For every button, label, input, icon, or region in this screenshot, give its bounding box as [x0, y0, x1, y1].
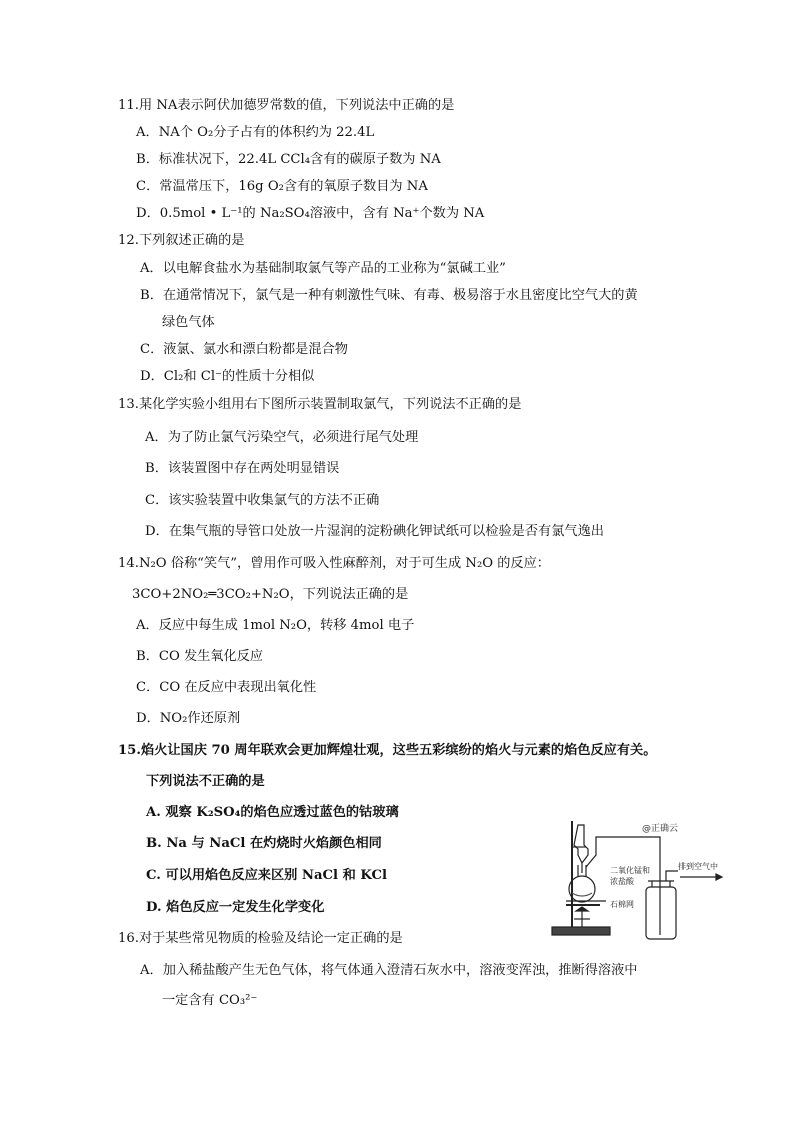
q13-option-c: C．该实验装置中收集氯气的方法不正确	[145, 493, 380, 508]
figure-label-net: 石棉网	[610, 900, 634, 909]
q12-option-c: C．液氯、氯水和漂白粉都是混合物	[140, 342, 348, 357]
q14-option-d: D．NO₂作还原剂	[136, 711, 241, 726]
q11-stem: 11.用 N⁠A表示阿伏加德罗常数的值，下列说法中正确的是	[118, 98, 455, 113]
q11-option-b: B．标准状况下，22.4L CCl₄含有的碳原子数为 N⁠A	[136, 152, 441, 167]
q12-option-b-line2: 绿色气体	[162, 315, 215, 330]
q12-stem: 12.下列叙述正确的是	[118, 233, 245, 248]
q13-option-b: B．该装置图中存在两处明显错误	[145, 461, 340, 476]
q12-option-a: A．以电解食盐水为基础制取氯气等产品的工业称为“氯碱工业”	[140, 261, 506, 276]
q14-stem: 14.N₂O 俗称“笑气”，曾用作可吸入性麻醉剂，对于可生成 N₂O 的反应：	[118, 556, 550, 571]
q14-equation: 3CO+2NO₂═3CO₂+N₂O，下列说法正确的是	[132, 587, 409, 602]
q15-stem-line2: 下列说法不正确的是	[146, 774, 265, 789]
q15-option-a: A. 观察 K₂SO₄的焰色应透过蓝色的钴玻璃	[146, 805, 399, 820]
q11-option-d: D．0.5mol • L⁻¹的 Na₂SO₄溶液中，含有 Na⁺个数为 N⁠A	[136, 206, 485, 221]
q14-option-b: B．CO 发生氧化反应	[136, 649, 264, 664]
q14-option-c: C．CO 在反应中表现出氧化性	[136, 680, 317, 695]
q11-option-a: A．N⁠A个 O₂分子占有的体积约为 22.4L	[136, 125, 375, 140]
figure-label-reagent-2: 浓盐酸	[610, 877, 634, 886]
figure-label-air: 排到空气中	[678, 862, 718, 871]
q13-option-d: D．在集气瓶的导管口处放一片湿润的淀粉碘化钾试纸可以检验是否有氯气逸出	[145, 524, 604, 539]
q16-stem: 16.对于某些常见物质的检验及结论一定正确的是	[118, 931, 403, 946]
q16-option-a-line1: A．加入稀盐酸产生无色气体，将气体通入澄清石灰水中，溶液变浑浊，推断得溶液中	[140, 963, 638, 978]
q14-option-a: A．反应中每生成 1mol N₂O，转移 4mol 电子	[136, 618, 415, 633]
q15-option-d: D. 焰色反应一定发生化学变化	[146, 900, 325, 915]
q16-option-a-line2: 一定含有 CO₃²⁻	[162, 993, 258, 1008]
q15-option-c: C. 可以用焰色反应来区别 NaCl 和 KCl	[146, 868, 387, 883]
q13-stem: 13.某化学实验小组用右下图所示装置制取氯气，下列说法不正确的是	[118, 397, 522, 412]
q15-option-b: B. Na 与 NaCl 在灼烧时火焰颜色相同	[146, 836, 382, 851]
q12-option-b-line1: B．在通常情况下，氯气是一种有刺激性气味、有毒、极易溶于水且密度比空气大的黄	[140, 288, 638, 303]
q13-option-a: A．为了防止氯气污染空气，必须进行尾气处理	[145, 430, 419, 445]
q11-option-c: C．常温常压下，16g O₂含有的氧原子数目为 N⁠A	[136, 179, 428, 194]
figure-label-reagent: 二氧化锰和	[610, 866, 650, 875]
chlorine-apparatus-figure	[548, 815, 734, 945]
q12-option-d: D．Cl₂和 Cl⁻的性质十分相似	[140, 369, 315, 384]
figure-watermark: @正确云	[642, 824, 679, 834]
q15-stem: 15.焰火让国庆 70 周年联欢会更加辉煌壮观，这些五彩缤纷的焰火与元素的焰色反应有关。	[118, 743, 657, 758]
